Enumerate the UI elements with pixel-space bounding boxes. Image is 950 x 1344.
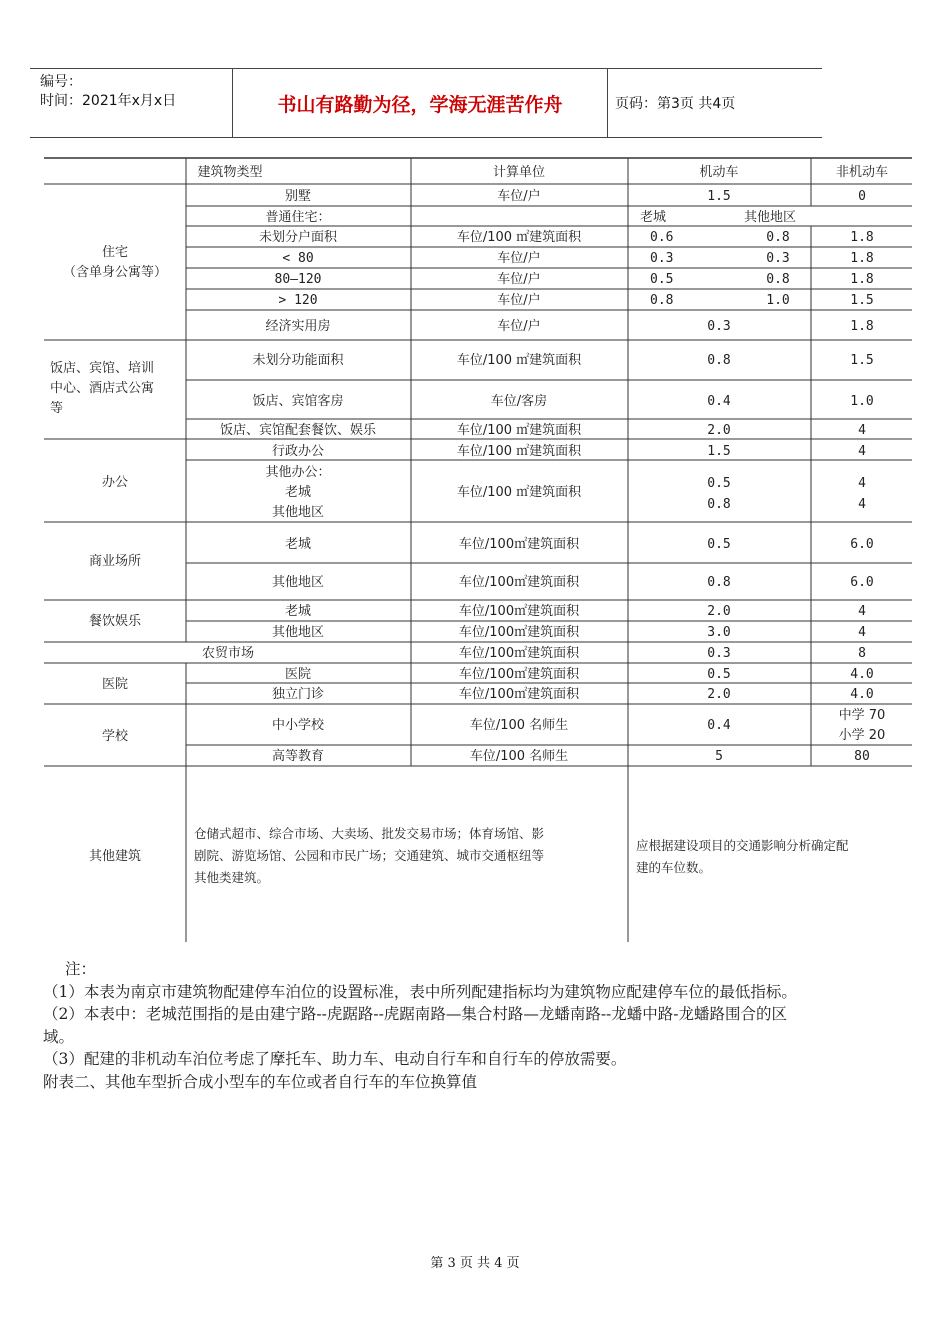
cell-hotel-room-motor: 0.4 [707, 394, 731, 409]
cell-gt120: > 120 [278, 293, 318, 308]
cell-comm-old-nonmotor: 6.0 [850, 537, 874, 552]
cell-ordinary: 普通住宅： [265, 210, 331, 225]
cell-admin-office: 行政办公 [271, 444, 325, 459]
cell-lt80: < 80 [282, 251, 314, 266]
header-motto: 书山有路勤为径，学海无涯苦作舟 [232, 69, 608, 137]
cell-other-desc-line1: 仓储式超市、综合市场、大卖场、批发交易市场；体育场馆、影 [194, 826, 545, 841]
cell-economy-unit: 车位/户 [497, 319, 541, 334]
cell-gt120-unit: 车位/户 [497, 293, 541, 308]
cell-hotel-room-nonmotor: 1.0 [850, 394, 874, 409]
col-header-motor: 机动车 [699, 165, 739, 180]
cell-hotel-func-unit: 车位/100 ㎡建筑面积 [456, 353, 582, 368]
cell-clinic-nonmotor: 4.0 [850, 687, 874, 702]
cell-lt80-nonmotor: 1.8 [850, 251, 874, 266]
group-commerce: 商业场所 [88, 554, 142, 569]
cell-undivided: 未划分户面积 [258, 230, 338, 245]
cell-admin-office-nonmotor: 4 [858, 444, 866, 459]
cell-comm-old-unit: 车位/100㎡建筑面积 [458, 537, 580, 552]
cell-primary-school: 中小学校 [271, 718, 325, 733]
group-residential-sub: （含单身公寓等） [62, 265, 168, 280]
cell-80-120-old: 0.5 [650, 272, 674, 287]
cell-primary-school-nonmotor: 小学 20 [838, 728, 886, 743]
cell-clinic-unit: 车位/100㎡建筑面积 [458, 687, 580, 702]
cell-primary-school-unit: 车位/100 名师生 [469, 718, 569, 733]
cell-other-office-nonmotor-old: 4 [858, 476, 866, 491]
cell-economy: 经济实用房 [265, 319, 331, 334]
cell-dining-old-unit: 车位/100㎡建筑面积 [458, 604, 580, 619]
cell-higher-edu-nonmotor: 80 [854, 749, 870, 764]
cell-lt80-unit: 车位/户 [497, 251, 541, 266]
cell-other-office-motor-other: 0.8 [707, 497, 731, 512]
cell-80-120-unit: 车位/户 [497, 272, 541, 287]
subhead-other-area: 其他地区 [743, 210, 797, 225]
cell-economy-nonmotor: 1.8 [850, 319, 874, 334]
note-3: （3）配建的非机动车泊位考虑了摩托车、助力车、电动自行车和自行车的停放需要。 [43, 1050, 627, 1068]
cell-other-office-other: 其他地区 [271, 505, 325, 520]
cell-hotel-dining: 饭店、宾馆配套餐饮、娱乐 [219, 423, 377, 438]
cell-hotel-room-unit: 车位/客房 [490, 394, 548, 409]
cell-middle-school-nonmotor: 中学 70 [838, 708, 886, 723]
cell-comm-other-motor: 0.8 [707, 575, 731, 590]
cell-villa: 别墅 [284, 189, 312, 204]
time-label: 时间：2021年x月x日 [40, 93, 177, 109]
group-hospital: 医院 [101, 677, 129, 692]
table-notes [43, 958, 813, 1093]
cell-farm-market-motor: 0.3 [707, 646, 731, 661]
cell-other-office: 其他办公： [265, 465, 331, 480]
cell-comm-other-unit: 车位/100㎡建筑面积 [458, 575, 580, 590]
cell-villa-motor: 1.5 [707, 189, 731, 204]
cell-hotel-dining-motor: 2.0 [707, 423, 731, 438]
cell-lt80-old: 0.3 [650, 251, 674, 266]
note-2: （2）本表中：老城范围指的是由建宁路--虎踞路--虎踞南路—集合村路—龙蟠南路--龙蟠中路-龙蟠路围合的区域。 [43, 1005, 788, 1046]
cell-hotel-func-nonmotor: 1.5 [850, 353, 874, 368]
cell-hotel-func: 未划分功能面积 [252, 353, 344, 368]
cell-higher-edu-unit: 车位/100 名师生 [469, 749, 569, 764]
cell-comm-old: 老城 [284, 537, 312, 552]
group-dining: 餐饮娱乐 [88, 614, 142, 629]
appendix-title: 附表二、其他车型折合成小型车的车位或者自行车的车位换算值 [43, 1072, 478, 1091]
cell-farm-market: 农贸市场 [201, 646, 255, 661]
group-other: 其他建筑 [88, 849, 142, 864]
cell-other-desc-line3: 其他类建筑。 [194, 870, 270, 885]
cell-villa-unit: 车位/户 [497, 189, 541, 204]
cell-farm-market-unit: 车位/100㎡建筑面积 [458, 646, 580, 661]
cell-gt120-old: 0.8 [650, 293, 674, 308]
cell-other-desc-line2: 剧院、游览场馆、公园和市民广场；交通建筑、城市交通枢纽等 [194, 848, 545, 863]
notes-heading: 注： [65, 960, 97, 978]
cell-higher-edu: 高等教育 [271, 749, 325, 764]
cell-undivided-nonmotor: 1.8 [850, 230, 874, 245]
cell-admin-office-motor: 1.5 [707, 444, 731, 459]
cell-other-office-motor-old: 0.5 [707, 476, 731, 491]
group-hotel-line1: 饭店、宾馆、培训 [50, 361, 155, 376]
cell-hospital-motor: 0.5 [707, 667, 731, 682]
cell-gt120-nonmotor: 1.5 [850, 293, 874, 308]
cell-undivided-other: 0.8 [766, 230, 790, 245]
cell-dining-other: 其他地区 [271, 625, 325, 640]
col-header-nonmotor: 非机动车 [835, 165, 889, 180]
cell-dining-other-motor: 3.0 [707, 625, 731, 640]
page-footer: 第 3 页 共 4 页 [430, 1256, 520, 1271]
cell-gt120-other: 1.0 [766, 293, 790, 308]
cell-other-note-line1: 应根据建设项目的交通影响分析确定配 [636, 838, 849, 853]
cell-other-office-unit: 车位/100 ㎡建筑面积 [456, 485, 582, 500]
cell-hotel-dining-unit: 车位/100 ㎡建筑面积 [456, 423, 582, 438]
cell-80-120-other: 0.8 [766, 272, 790, 287]
cell-dining-old-nonmotor: 4 [858, 604, 866, 619]
cell-hotel-func-motor: 0.8 [707, 353, 731, 368]
cell-lt80-other: 0.3 [766, 251, 790, 266]
group-office: 办公 [101, 475, 129, 490]
cell-farm-market-nonmotor: 8 [858, 646, 866, 661]
cell-hotel-dining-nonmotor: 4 [858, 423, 866, 438]
col-header-unit: 计算单位 [492, 165, 546, 180]
cell-other-office-nonmotor-other: 4 [858, 497, 866, 512]
cell-primary-school-motor: 0.4 [707, 718, 731, 733]
cell-hospital-nonmotor: 4.0 [850, 667, 874, 682]
group-hotel-line2: 中心、酒店式公寓 [50, 381, 155, 396]
cell-hospital: 医院 [284, 667, 312, 682]
code-label: 编号： [40, 74, 82, 90]
cell-undivided-old: 0.6 [650, 230, 674, 245]
cell-comm-other-nonmotor: 6.0 [850, 575, 874, 590]
cell-other-note-line2: 建的车位数。 [636, 860, 712, 875]
cell-other-office-old: 老城 [284, 485, 312, 500]
cell-economy-motor: 0.3 [707, 319, 731, 334]
group-school: 学校 [101, 729, 129, 744]
group-residential: 住宅 [101, 245, 129, 260]
note-1: （1）本表为南京市建筑物配建停车泊位的设置标准，表中所列配建指标均为建筑物应配建停车位的最低指标。 [43, 982, 797, 1001]
cell-higher-edu-motor: 5 [715, 749, 723, 764]
cell-admin-office-unit: 车位/100 ㎡建筑面积 [456, 444, 582, 459]
cell-undivided-unit: 车位/100 ㎡建筑面积 [456, 230, 582, 245]
cell-hotel-room: 饭店、宾馆客房 [252, 394, 344, 409]
cell-80-120: 80—120 [274, 272, 322, 287]
cell-dining-other-unit: 车位/100㎡建筑面积 [458, 625, 580, 640]
group-hotel-line3: 等 [50, 401, 64, 416]
subhead-old-city: 老城 [640, 210, 667, 225]
cell-dining-old: 老城 [284, 604, 312, 619]
cell-villa-nonmotor: 0 [858, 189, 866, 204]
cell-clinic: 独立门诊 [271, 687, 325, 702]
cell-dining-other-nonmotor: 4 [858, 625, 866, 640]
cell-clinic-motor: 2.0 [707, 687, 731, 702]
cell-comm-old-motor: 0.5 [707, 537, 731, 552]
cell-80-120-nonmotor: 1.8 [850, 272, 874, 287]
cell-dining-old-motor: 2.0 [707, 604, 731, 619]
cell-comm-other: 其他地区 [271, 575, 325, 590]
cell-hospital-unit: 车位/100㎡建筑面积 [458, 667, 580, 682]
col-header-type: 建筑物类型 [197, 165, 263, 180]
header-page-info: 页码：第3页 共4页 [615, 96, 736, 112]
